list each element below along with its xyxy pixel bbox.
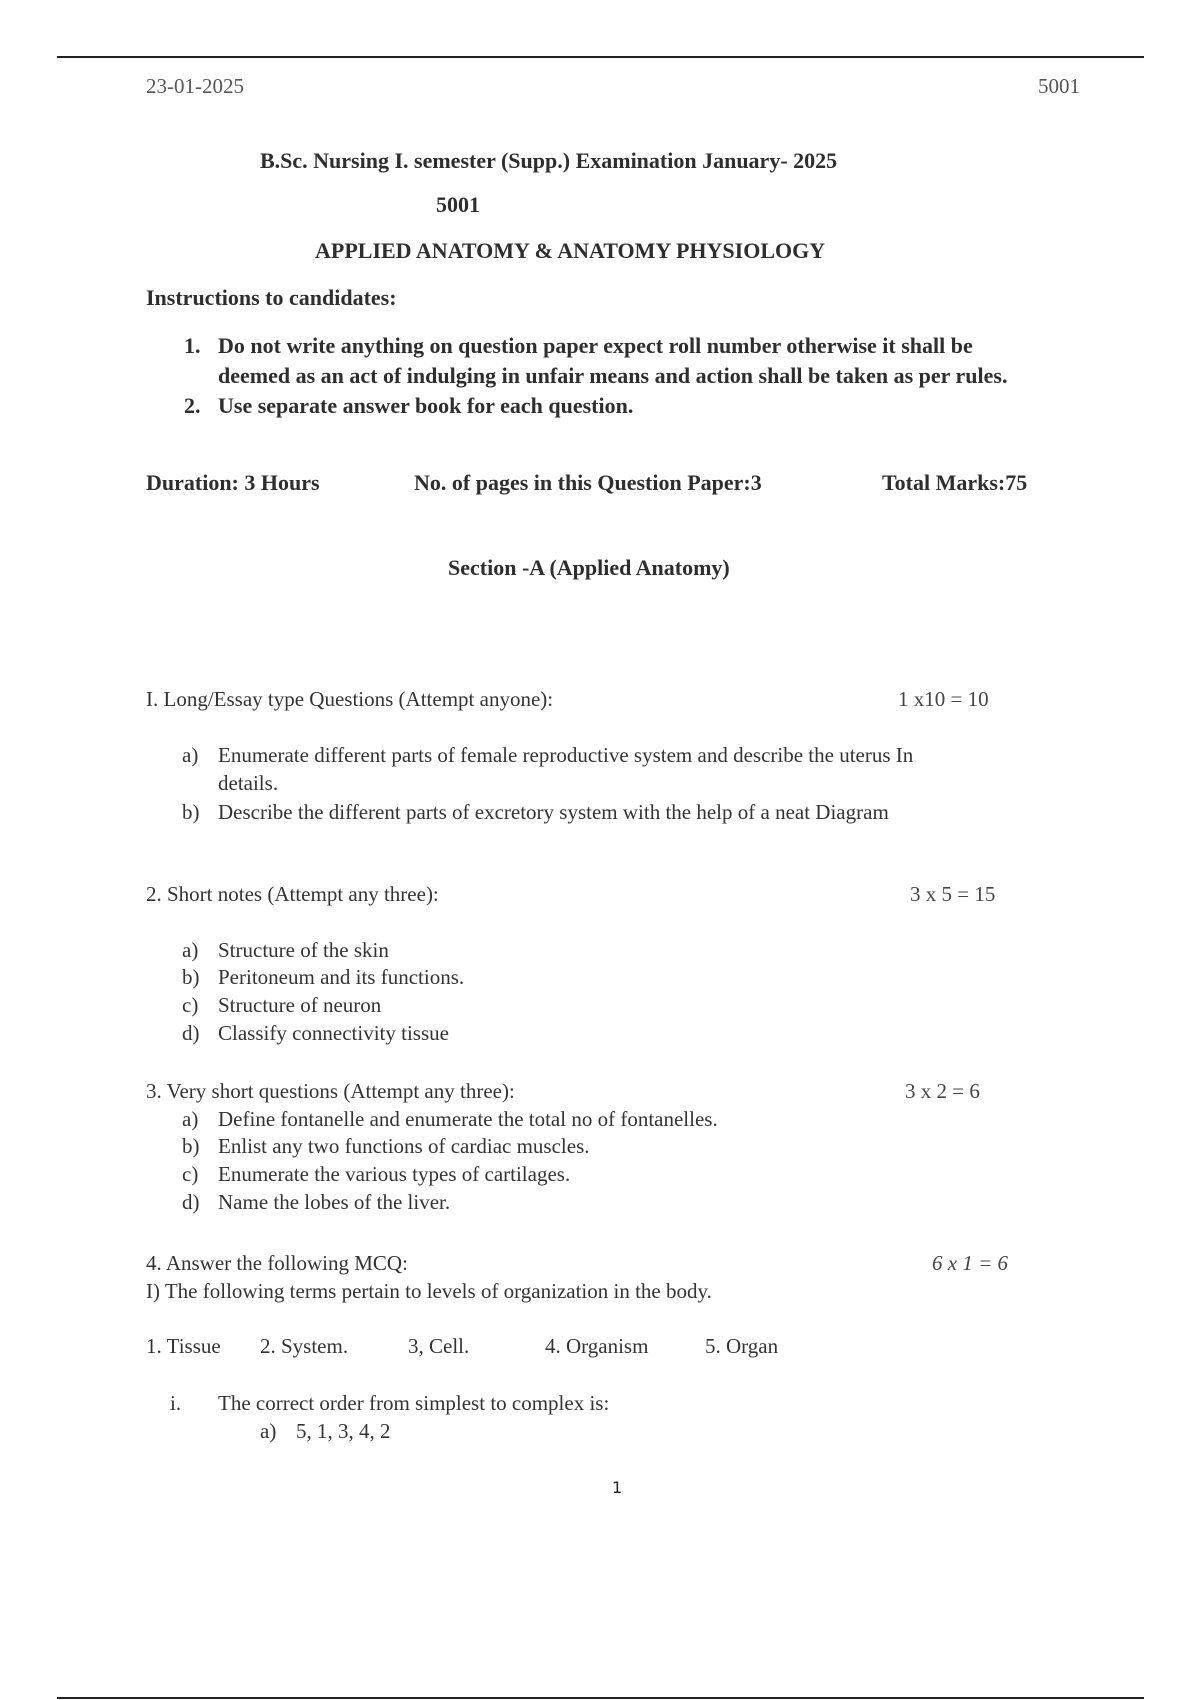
instruction-item-text: Use separate answer book for each question. xyxy=(218,393,634,418)
item-label: b) xyxy=(182,965,200,989)
instructions-heading: Instructions to candidates: xyxy=(146,285,397,310)
top-rule xyxy=(57,56,1144,58)
question-title: 2. Short notes (Attempt any three): xyxy=(146,882,439,906)
exam-title: B.Sc. Nursing I. semester (Supp.) Examination January- 2025 xyxy=(260,148,838,173)
instruction-item-text: Do not write anything on question paper expect roll number otherwise it shall be xyxy=(218,333,973,358)
item-label: c) xyxy=(182,993,199,1017)
item-text: Define fontanelle and enumerate the total no of fontanelles. xyxy=(218,1107,718,1131)
question-title: 3. Very short questions (Attempt any three): xyxy=(146,1079,515,1103)
item-text: Name the lobes of the liver. xyxy=(218,1190,451,1214)
item-text: Enumerate different parts of female reproductive system and describe the uterus In xyxy=(218,743,914,767)
instruction-item-number: 2. xyxy=(184,393,201,418)
term-item: 4. Organism xyxy=(545,1334,649,1358)
bottom-rule xyxy=(57,1697,1144,1699)
item-label: d) xyxy=(182,1021,200,1045)
item-text: Structure of the skin xyxy=(218,938,389,962)
item-label: a) xyxy=(182,743,199,767)
term-item: 1. Tissue xyxy=(146,1334,221,1358)
item-text: Structure of neuron xyxy=(218,993,382,1017)
question-marks: 6 x 1 = 6 xyxy=(932,1251,1008,1275)
item-text: Describe the different parts of excretory system with the help of a neat Diagram xyxy=(218,800,889,824)
question-marks: 3 x 5 = 15 xyxy=(910,882,996,906)
item-label: a) xyxy=(182,938,199,962)
page-number: 1 xyxy=(612,1478,623,1497)
total-marks: Total Marks:75 xyxy=(882,470,1028,495)
question-title: I. Long/Essay type Questions (Attempt anyone): xyxy=(146,687,554,711)
term-item: 5. Organ xyxy=(705,1334,779,1358)
option-label: a) xyxy=(260,1419,277,1443)
section-title: Section -A (Applied Anatomy) xyxy=(448,555,730,580)
option-text: 5, 1, 3, 4, 2 xyxy=(296,1419,391,1443)
item-label: b) xyxy=(182,1134,200,1158)
item-text: Peritoneum and its functions. xyxy=(218,965,465,989)
question-intro: I) The following terms pertain to levels of organization in the body. xyxy=(146,1279,712,1303)
term-item: 2. System. xyxy=(260,1334,349,1358)
item-label: b) xyxy=(182,800,200,824)
subject-title: APPLIED ANATOMY & ANATOMY PHYSIOLOGY xyxy=(315,238,826,263)
item-label: a) xyxy=(182,1107,199,1131)
item-text: Enlist any two functions of cardiac muscles. xyxy=(218,1134,590,1158)
item-text: Enumerate the various types of cartilages. xyxy=(218,1162,571,1186)
page-count: No. of pages in this Question Paper:3 xyxy=(414,470,762,495)
header-date: 23-01-2025 xyxy=(146,74,244,98)
item-text-continued: details. xyxy=(218,771,279,795)
item-label: c) xyxy=(182,1162,199,1186)
item-label: d) xyxy=(182,1190,200,1214)
instruction-item-number: 1. xyxy=(184,333,201,358)
header-code: 5001 xyxy=(1038,74,1080,98)
duration: Duration: 3 Hours xyxy=(146,470,320,495)
item-text: Classify connectivity tissue xyxy=(218,1021,449,1045)
sub-question-text: The correct order from simplest to complex is: xyxy=(218,1391,610,1415)
instruction-item-text: deemed as an act of indulging in unfair means and action shall be taken as per rules. xyxy=(218,363,1008,388)
question-marks: 3 x 2 = 6 xyxy=(905,1079,980,1103)
sub-question-number: i. xyxy=(170,1391,182,1415)
exam-code: 5001 xyxy=(436,192,480,217)
question-marks: 1 x10 = 10 xyxy=(898,687,989,711)
term-item: 3, Cell. xyxy=(408,1334,470,1358)
question-title: 4. Answer the following MCQ: xyxy=(146,1251,408,1275)
